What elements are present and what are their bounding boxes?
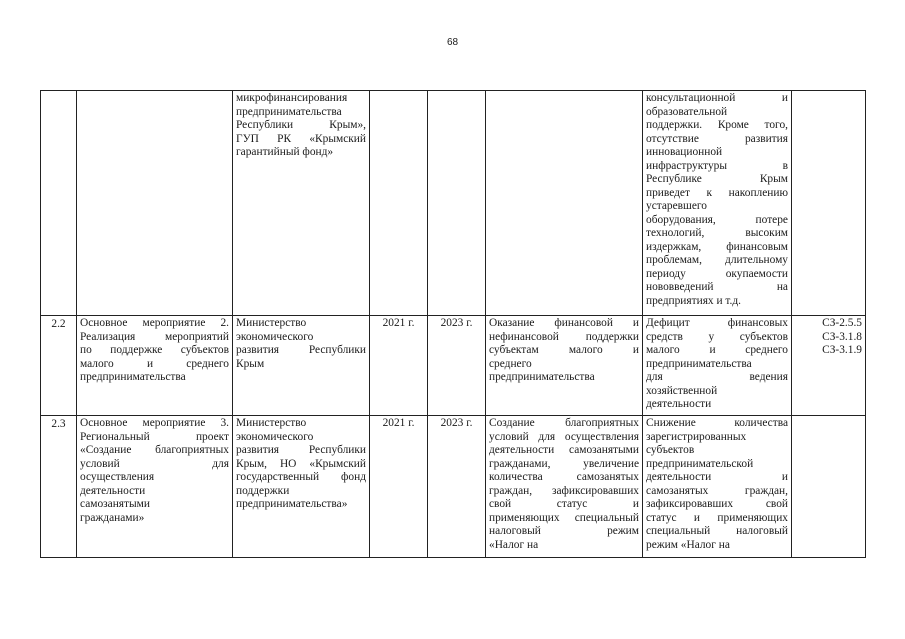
consequence-cell-line: Снижение количества (646, 417, 788, 429)
executor-cell (233, 416, 370, 558)
measure-title-cell-line: самозанятыми (80, 498, 150, 510)
measure-title-cell-line: предпринимательства (80, 371, 186, 383)
consequence-cell-line: предпринимательской (646, 457, 754, 470)
expected-result-cell-line: предпринимательства (489, 371, 595, 383)
start-year-cell (370, 91, 428, 316)
measure-title-cell-line: Основное мероприятие 2. (80, 317, 229, 329)
indicator-codes-cell-line: СЗ-3.1.9 (822, 344, 862, 356)
measure-title-cell-line: осуществления (80, 471, 155, 483)
indicator-codes-cell (792, 316, 866, 416)
consequence-cell-line: зафиксировавших свой (646, 498, 788, 510)
consequence-cell-line: технологий, высоким (646, 227, 788, 239)
expected-result-cell-line: свой статус и (489, 498, 639, 510)
indicator-codes-cell-line: СЗ-3.1.8 (822, 330, 862, 343)
executor-cell-line: развития Республики (236, 344, 366, 356)
expected-result-cell-line: деятельности самозанятыми (489, 444, 639, 456)
consequence-cell-line: Республике Крым (646, 173, 788, 185)
measure-title-cell-line: «Создание благоприятных (80, 444, 229, 456)
expected-result-cell-line: граждан, зафиксировавших (489, 484, 639, 497)
start-year-cell (370, 316, 428, 416)
consequence-cell-line: инфраструктуры в (646, 159, 788, 172)
consequence-cell-line: предпринимательства (646, 357, 752, 370)
executor-cell-line: Крым, НО «Крымский (236, 457, 366, 470)
consequence-cell-line: периоду окупаемости (646, 267, 788, 280)
executor-cell-line: предпринимательства» (236, 498, 348, 510)
consequence-cell-line: предприятиях и т.д. (646, 294, 742, 307)
measure-title-cell-line: Реализация мероприятий (80, 330, 229, 343)
executor-cell-line: Республики Крым», (236, 119, 366, 131)
expected-result-cell-line: налоговый режим (489, 525, 639, 537)
row-number-cell (41, 316, 77, 416)
end-year-cell (428, 91, 486, 316)
measure-title-cell (77, 91, 233, 316)
indicator-codes-cell (792, 91, 866, 316)
consequence-cell-line: статус и применяющих (646, 511, 788, 524)
expected-result-cell-line: «Налог на (489, 538, 539, 551)
expected-result-cell (486, 91, 643, 316)
executor-cell-line: Министерство (236, 317, 307, 329)
expected-result-cell-line: гражданами, увеличение (489, 457, 639, 470)
consequence-cell-line: субъектов (646, 444, 695, 456)
row-number-cell-text: 2.2 (51, 318, 66, 330)
indicator-codes-cell-line: СЗ-2.5.5 (822, 317, 862, 329)
expected-result-cell-line: нефинансовой поддержки (489, 330, 639, 343)
consequence-cell-line: деятельности и (646, 471, 788, 483)
row-number-cell (41, 416, 77, 558)
measure-title-cell-line: гражданами» (80, 511, 145, 524)
executor-cell-line: гарантийный фонд» (236, 146, 334, 158)
expected-result-cell-line: количества самозанятых (489, 471, 639, 483)
consequence-cell-line: поддержки. Кроме того, (646, 119, 788, 131)
consequence-cell-line: издержкам, финансовым (646, 240, 788, 253)
table-row (41, 416, 866, 558)
consequence-cell-line: самозанятых граждан, (646, 484, 788, 497)
expected-result-cell-line: субъектам малого и (489, 344, 639, 356)
consequence-cell-line: приведет к накоплению (646, 186, 788, 199)
consequence-cell-line: деятельности (646, 398, 712, 410)
consequence-cell-line: образовательной (646, 105, 728, 118)
expected-result-cell-line: применяющих специальный (489, 511, 639, 524)
consequence-cell (643, 316, 792, 416)
executor-cell-line: Министерство (236, 417, 307, 429)
table-row (41, 316, 866, 416)
executor-cell-line: микрофинансирования (236, 92, 348, 104)
expected-result-cell-line: условий для осуществления (489, 430, 639, 443)
executor-cell (233, 316, 370, 416)
measure-title-cell (77, 416, 233, 558)
consequence-cell-line: инновационной (646, 146, 723, 158)
measure-title-cell-line: деятельности (80, 484, 146, 497)
measure-title-cell-line: по поддержке субъектов (80, 344, 229, 356)
consequence-cell-line: проблемам, длительному (646, 254, 788, 266)
table-body (41, 91, 866, 558)
start-year-cell (370, 416, 428, 558)
consequence-cell (643, 416, 792, 558)
expected-result-cell-line: Оказание финансовой и (489, 317, 639, 329)
consequence-cell-line: зарегистрированных (646, 430, 747, 443)
executor-cell-line: Крым (236, 357, 265, 370)
end-year-cell (428, 316, 486, 416)
consequence-cell-line: режим «Налог на (646, 538, 730, 551)
executor-cell-line: предпринимательства (236, 105, 342, 118)
consequence-cell-line: консультационной и (646, 92, 788, 104)
measure-title-cell-line: малого и среднего (80, 357, 229, 370)
end-year-cell (428, 416, 486, 558)
indicator-codes-cell (792, 416, 866, 558)
executor-cell-line: развития Республики (236, 444, 366, 456)
expected-result-cell-line: среднего (489, 357, 532, 370)
start-year-cell-text: 2021 г. (382, 317, 415, 329)
consequence-cell-line: средств у субъектов (646, 330, 788, 343)
row-number-cell-text: 2.3 (51, 418, 66, 430)
table-row (41, 91, 866, 316)
page-number: 68 (446, 37, 459, 48)
executor-cell-line: государственный фонд (236, 471, 366, 483)
measure-title-cell-line: условий для (80, 457, 229, 470)
consequence-cell (643, 91, 792, 316)
end-year-cell-text: 2023 г. (440, 317, 473, 329)
start-year-cell-text: 2021 г. (382, 417, 415, 429)
consequence-cell-line: оборудования, потере (646, 213, 788, 226)
executor-cell (233, 91, 370, 316)
expected-result-cell (486, 316, 643, 416)
executor-cell-line: экономического (236, 430, 314, 443)
row-number-cell (41, 91, 77, 316)
measure-title-cell-line: Региональный проект (80, 430, 229, 443)
consequence-cell-line: Дефицит финансовых (646, 317, 788, 329)
consequence-cell-line: для ведения (646, 371, 788, 383)
consequence-cell-line: нововведений на (646, 281, 788, 293)
consequence-cell-line: специальный налоговый (646, 525, 788, 537)
expected-result-cell-line: Создание благоприятных (489, 417, 639, 429)
executor-cell-line: поддержки (236, 484, 290, 497)
expected-result-cell (486, 416, 643, 558)
end-year-cell-text: 2023 г. (440, 417, 473, 429)
consequence-cell-line: малого и среднего (646, 344, 788, 356)
measure-title-cell (77, 316, 233, 416)
consequence-cell-line: устаревшего (646, 200, 707, 212)
executor-cell-line: экономического (236, 330, 314, 343)
consequence-cell-line: хозяйственной (646, 384, 718, 397)
executor-cell-line: ГУП РК «Крымский (236, 132, 366, 145)
consequence-cell-line: отсутствие развития (646, 132, 788, 145)
measures-table (40, 90, 866, 558)
measure-title-cell-line: Основное мероприятие 3. (80, 417, 229, 429)
